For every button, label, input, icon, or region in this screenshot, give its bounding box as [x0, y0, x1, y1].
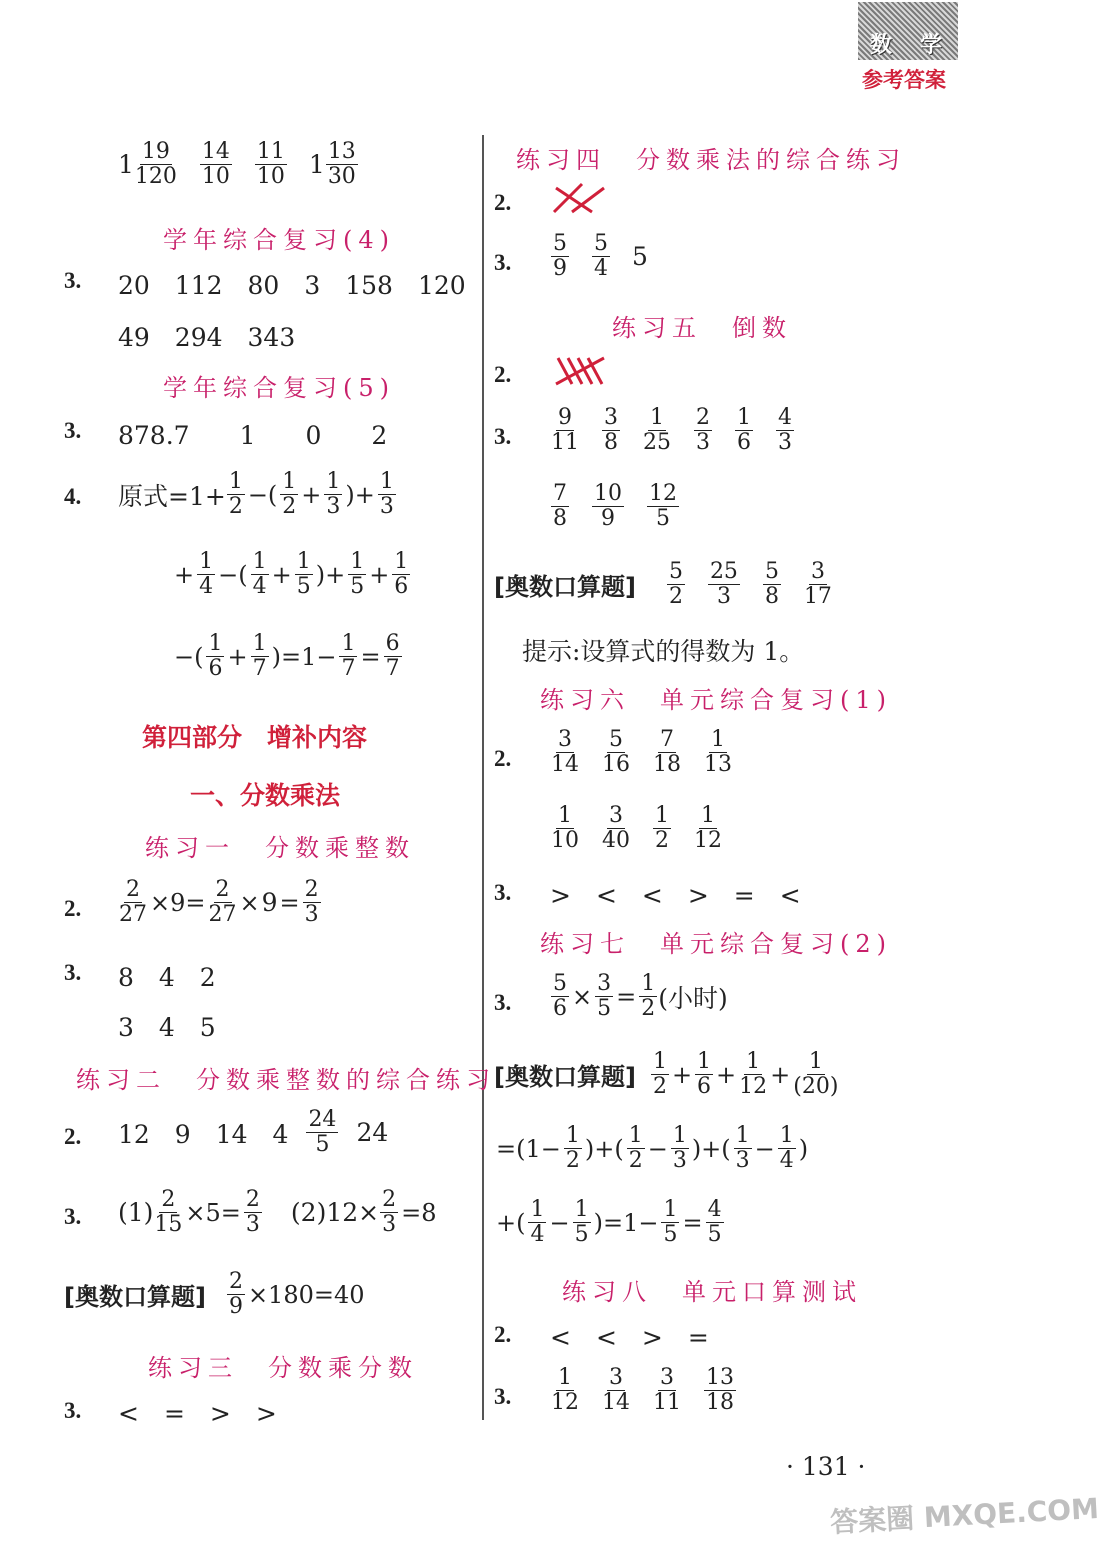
whole-number: 1 [308, 150, 325, 179]
question-number: 3. [64, 960, 82, 985]
unit-text: (小时) [658, 983, 728, 1013]
page-number: · 131 · [786, 1452, 866, 1481]
question-number: 3. [494, 880, 512, 905]
equation-line: $\frac{5}{6}$ × $\frac{3}{5}$ = $\frac{1}{2}$ (小时) [553, 971, 728, 1021]
answer-line: 7 8 10 9 12 5 [553, 481, 677, 531]
question-number: 3. [64, 1398, 82, 1423]
answer-line: 49 294 343 [118, 323, 296, 352]
answer-line: 20 112 80 3 158 120 [118, 271, 466, 300]
equation-line: 原式=1+ $\frac{1}{2}$ −( 1 2 + $\frac{1}{3}$ )+ $\frac{1}{3}$ [118, 469, 394, 519]
question-number: 3. [64, 1204, 82, 1229]
olympiad-row: [奥数口算题] $\frac{2}{9}$ ×180=40 [64, 1269, 365, 1319]
header-section-label: 参考答案 [862, 68, 946, 92]
unit-title: 一、分数乘法 [190, 781, 341, 810]
question-number: 3. [64, 268, 82, 293]
question-number: 3. [494, 1384, 512, 1409]
equation-line: =(1− $\frac{1}{2}$ )+( 1 2 − $\frac{1}{3}$ )+( 1 3 − $\frac{1}{4}$ ) [496, 1123, 809, 1173]
exercise-heading: 练习四 分数乘法的综合练习 [516, 146, 906, 174]
part-title: 第四部分 增补内容 [142, 723, 368, 752]
exercise-heading: 练习二 分数乘整数的综合练习 [76, 1066, 496, 1094]
question-number: 2. [494, 362, 512, 387]
answer-line: 3 14 5 16 7 18 1 13 [551, 727, 732, 777]
equation-line: + $\frac{1}{4}$ −( 1 4 + $\frac{1}{5}$ )+ $\frac{1}{5}$ + $\frac{1}{6}$ [174, 549, 409, 599]
answer-line: 1 10 3 40 1 2 1 12 [551, 803, 722, 853]
exercise-heading: 练习六 单元综合复习(1) [540, 686, 892, 714]
answer-line: 1 12 3 14 3 11 13 18 [551, 1365, 734, 1415]
question-number: 3. [64, 418, 82, 443]
hint-text: 提示:设算式的得数为 1。 [522, 637, 805, 666]
exercise-heading: 练习七 单元综合复习(2) [540, 930, 892, 958]
question-number: 2. [494, 190, 512, 215]
question-number: 4. [64, 484, 82, 509]
fraction: 14 10 [201, 139, 230, 189]
answer-fractions-top [118, 140, 359, 189]
equation-line: $\frac{2}{27}$ ×9= $\frac{2}{27}$ × 9 = $\frac{2}{3}$ [119, 877, 319, 927]
question-number: 3. [494, 990, 512, 1015]
answer-value: 24 [356, 1118, 389, 1147]
header-subject-char: 学 [920, 32, 943, 58]
fraction: 11 10 [256, 139, 285, 189]
header-subject-char: 数 [870, 32, 893, 58]
section-heading: 学年综合复习(4) [163, 226, 395, 254]
fraction: 13 30 [327, 139, 356, 189]
question-number: 2. [64, 896, 82, 921]
olympiad-label: [奥数口算题] [494, 1063, 636, 1091]
answer-line: < = > > [118, 1399, 277, 1428]
answer-line: 3 4 5 [118, 1013, 216, 1042]
answer-values: 12 9 14 4 [118, 1119, 289, 1149]
exercise-heading: 练习五 倒数 [612, 314, 792, 342]
question-number: 2. [494, 746, 512, 771]
answer-line: > < < > = < [550, 881, 801, 910]
answer-line: 5 9 5 4 5 [553, 231, 648, 281]
whole-number: 1 [118, 150, 134, 179]
equation-line: −( 1 6 + $\frac{1}{7}$ )=1− $\frac{1}{7}$ = $\frac{6}{7}$ [174, 631, 400, 681]
answer-line: < < > = [550, 1323, 709, 1352]
question-number: 3. [494, 250, 512, 275]
equation-line: +( 1 4 − $\frac{1}{5}$ )=1− $\frac{1}{5}$ = $\frac{4}{5}$ [496, 1197, 722, 1247]
section-heading: 学年综合复习(5) [163, 374, 395, 402]
olympiad-label: [奥数口算题] [64, 1283, 206, 1311]
exercise-heading: 练习一 分数乘整数 [145, 834, 415, 862]
answer-line: 8 4 2 [118, 963, 216, 992]
equation-text: 原式=1+ [118, 481, 226, 511]
olympiad-row: [奥数口算题] 5 2 25 3 5 8 3 17 [494, 559, 832, 609]
answer-line: 878.7 1 0 2 [118, 421, 388, 450]
fraction: 19 120 [134, 139, 177, 189]
question-number: 2. [494, 1322, 512, 1347]
exercise-heading: 练习八 单元口算测试 [562, 1278, 862, 1306]
equation-line: (1) $\frac{2}{15}$ ×5= $\frac{2}{3}$ (2)12× $\frac{2}{3}$ =8 [118, 1187, 437, 1237]
olympiad-row: [奥数口算题] 1 2 + $\frac{1}{6}$ + $\frac{1}{12}$ + $\frac{1}{(20)}$ [494, 1049, 839, 1099]
column-divider [482, 135, 484, 1420]
question-number: 3. [494, 424, 512, 449]
question-number: 2. [64, 1124, 82, 1149]
handwritten-tally-marks [552, 354, 608, 388]
answer-line: 9 11 3 8 1 25 2 3 1 6 4 3 [551, 405, 792, 455]
answer-line: 12 9 14 4 24 5 24 [118, 1107, 389, 1157]
watermark: 答案圈 MXQE.COM [829, 1491, 1100, 1540]
olympiad-label: [奥数口算题] [494, 573, 636, 601]
exercise-heading: 练习三 分数乘分数 [148, 1354, 418, 1382]
header-subject-banner [858, 2, 958, 60]
handwritten-cross-marks [552, 182, 608, 216]
